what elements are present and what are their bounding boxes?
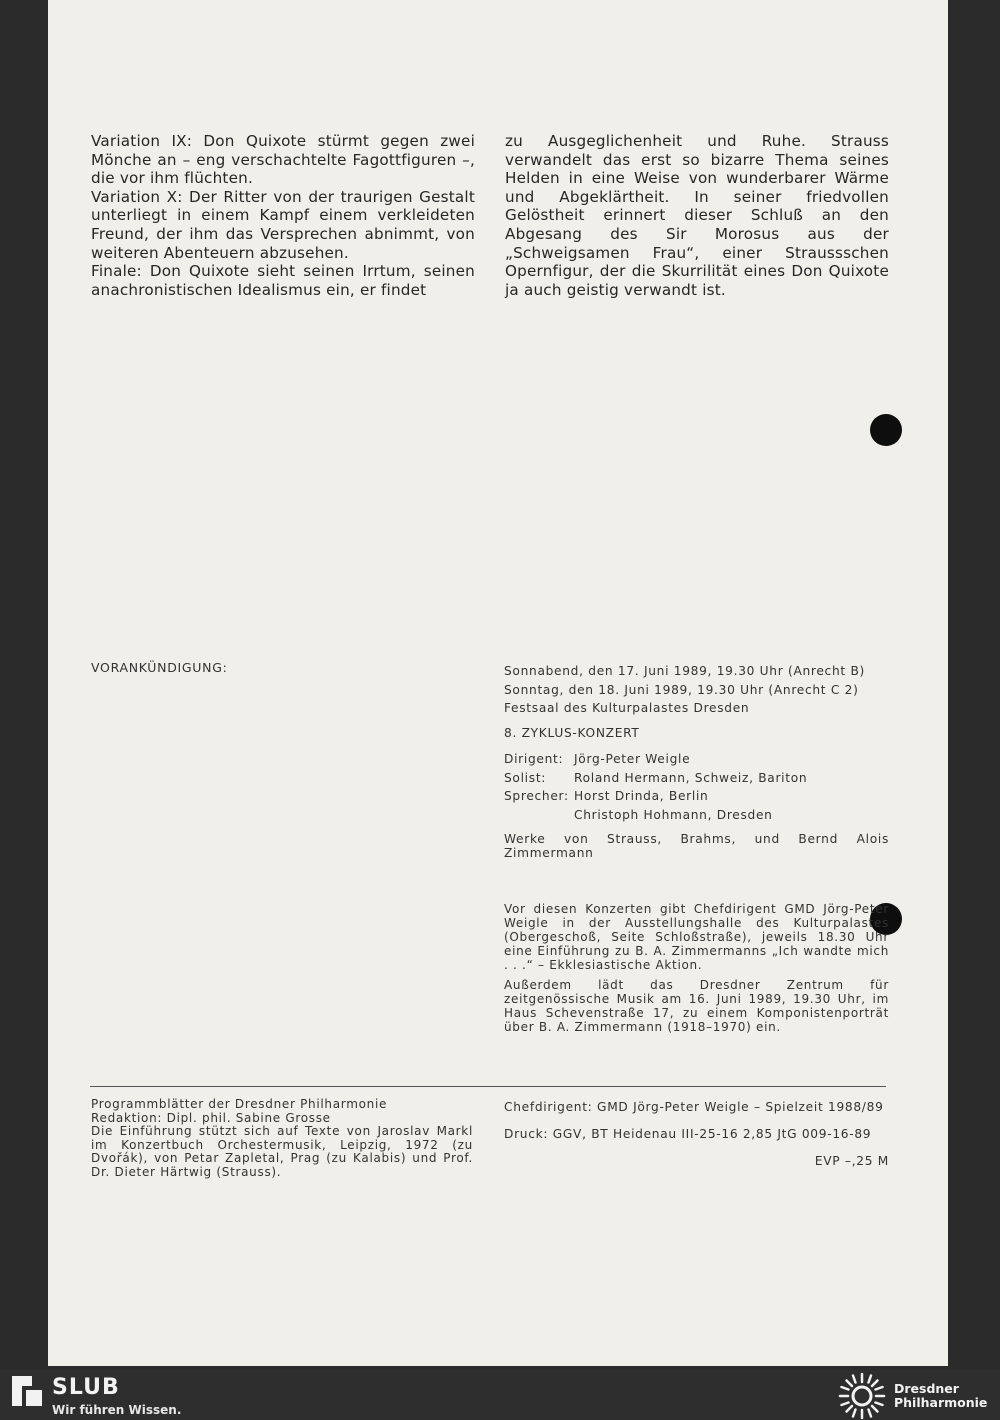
intro-note-text: Vor diesen Konzerten gibt Chefdirigent GMD Jörg-Peter Weigle in der Ausstellungshalle des Kulturpalastes (Obergeschoß, Seite Schloßstraße), jeweils 18.30 Uhr eine Einführung zu B. A. Zimmermanns „Ich wandte mich . . .“ – Ekklesiastische Aktion. [504,902,889,972]
partner-name-line1: Dresdner [894,1381,959,1396]
concert-date-2: Sonntag, den 18. Juni 1989, 19.30 Uhr (Anrecht C 2) [504,682,859,697]
credits-list [504,750,889,824]
colophon-line: Programmblätter der Dresdner Philharmonie [91,1097,388,1111]
credit-role: Solist: [504,770,547,785]
colophon-right [504,1100,889,1169]
chief-conductor-line: Chefdirigent: GMD Jörg-Peter Weigle – Spielzeit 1988/89 [504,1100,884,1114]
dresdner-philharmonie-logo-icon[interactable] [838,1372,886,1420]
slub-name[interactable]: SLUB [52,1375,120,1400]
paragraph-variation-10: Variation X: Der Ritter von der traurigen Gestalt unterliegt in einem Kampf einem verkleideten Freund, der ihm das Versprechen abnimmt, von weiteren Abenteuern abzusehen. [91,187,475,262]
slub-tagline: Wir führen Wissen. [52,1403,182,1417]
credit-role: Sprecher: [504,789,569,803]
credit-name: Christoph Hohmann, Dresden [574,807,773,822]
colophon-line: Die Einführung stützt sich auf Texte von Jaroslav Markl im Konzertbuch Orchestermusik, Leipzig, 1972 (zu Dvořák), von Petar Zapletal, Prag (zu Kalabis) und Prof. Dr. Dieter Härtwig (Strauss). [91,1124,473,1179]
announcement-block [504,662,889,860]
credit-name: Roland Hermann, Schweiz, Bariton [574,770,808,785]
works-list: Werke von Strauss, Brahms, und Bernd Alois Zimmermann [504,832,889,860]
announcement-label: VORANKÜNDIGUNG: [91,660,228,675]
partner-name-line2: Philharmonie [894,1395,988,1410]
credit-role [504,806,574,825]
colophon-line: Redaktion: Dipl. phil. Sabine Grosse [91,1110,331,1125]
concert-title: 8. ZYKLUS-KONZERT [504,725,640,740]
credit-name: Jörg-Peter Weigle [574,752,691,766]
article-right-column [505,132,889,299]
paragraph-conclusion: zu Ausgeglichenheit und Ruhe. Strauss verwandelt das erst so bizarre Thema seines Helden in eine Weise von wunderbarer Wärme und Abgeklärtheit. In seiner friedvollen Gelöstheit erinnert dieser Schluß an den Abgesang des Sir Morosus aus der „Schweigsamen Frau“, einer Straussschen Opernfigur, der die Skurrilität eines Don Quixote ja auch geistig verwandt ist. [505,132,889,299]
concert-venue: Festsaal des Kulturpalastes Dresden [504,701,750,715]
intro-note [504,902,889,1034]
footer-bar [0,1370,1000,1420]
credit-row [504,750,889,769]
credit-name: Horst Drinda, Berlin [574,789,709,803]
document-page [48,0,948,1366]
divider-rule [90,1086,886,1087]
concert-date-1: Sonnabend, den 17. Juni 1989, 19.30 Uhr (Anrecht B) [504,664,865,678]
extra-note-text: Außerdem lädt das Dresdner Zentrum für zeitgenössische Musik am 16. Juni 1989, 19.30 Uhr, im Haus Schevenstraße 17, zu einem Komponistenporträt über B. A. Zimmermann (1918–1970) ein. [504,978,889,1034]
partner-name[interactable] [894,1382,987,1410]
slub-logo-icon[interactable] [12,1376,42,1406]
print-line: Druck: GGV, BT Heidenau III-25-16 2,85 JtG 009-16-89 [504,1127,872,1141]
credit-role: Dirigent: [504,752,564,766]
credit-row [504,769,889,788]
punch-hole-upper [870,414,902,446]
credit-row [504,787,889,806]
paragraph-variation-9: Variation IX: Don Quixote stürmt gegen zwei Mönche an – eng verschachtelte Fagottfiguren –, die vor ihm flüchten. [91,132,475,188]
price-line: EVP –,25 M [814,1154,889,1168]
article-left-column [91,132,475,299]
colophon-left [91,1098,473,1179]
credit-row [504,806,889,825]
paragraph-finale: Finale: Don Quixote sieht seinen Irrtum, seinen anachronistischen Idealismus ein, er findet [91,262,475,299]
